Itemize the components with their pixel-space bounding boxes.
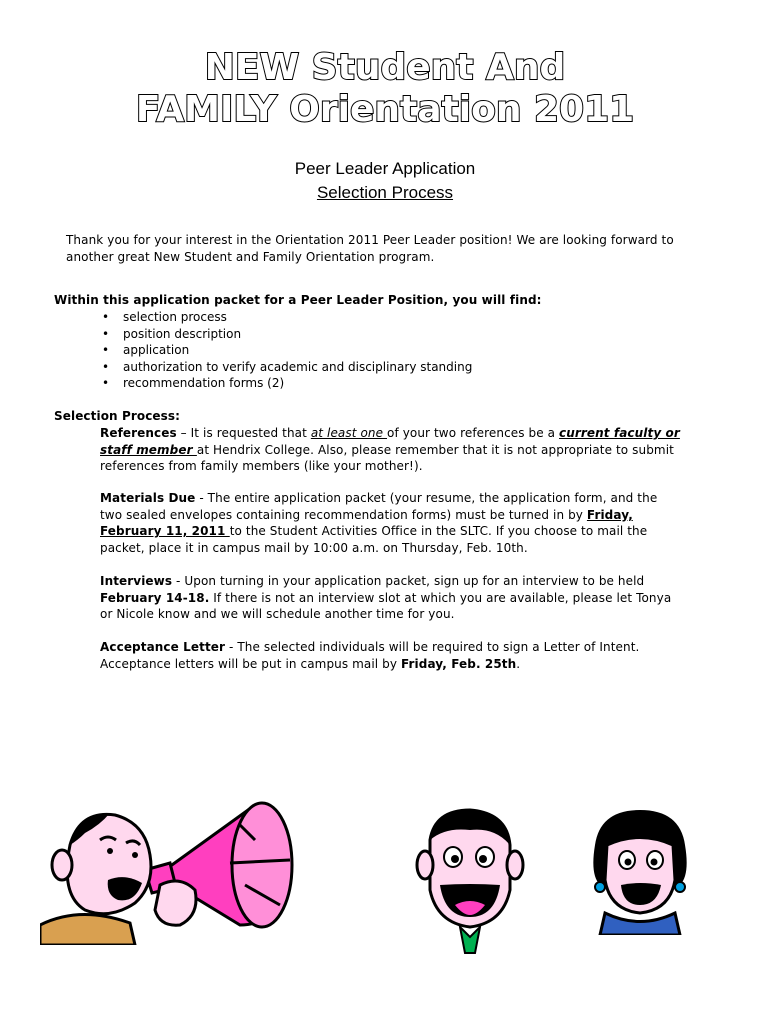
bullet-icon: • (102, 376, 110, 391)
acceptance-label: Acceptance Letter (100, 640, 226, 654)
bullet-icon: • (102, 310, 110, 324)
references-label: References (100, 426, 177, 440)
subtitle-line-1: Peer Leader Application (294, 159, 476, 178)
subtitle-line-2: Selection Process (316, 183, 454, 202)
megaphone-man-icon (40, 785, 315, 945)
smiling-man-icon (415, 805, 525, 955)
title-line-1: NEW Student And (204, 47, 566, 88)
title-line-2: FAMILY Orientation 2011 (135, 89, 635, 130)
bullet-icon: • (102, 326, 110, 341)
materials-paragraph: Materials Due - The entire application packet (your resume, the application form, and the two sealed envelopes containing recommendation forms) must be turned in by Friday, February 11, 2011 to the Student Activities Office in the SLTC. If you choose to mail the packet, place it in campus mail by 10:00 a.m. on Thursday, Feb. 10th. (100, 491, 658, 555)
list-item: • application (102, 343, 190, 358)
interviews-paragraph: Interviews - Upon turning in your application packet, sign up for an interview to be held February 14-18. If there is not an interview slot at which you are available, please let Tonya or Nicole know and we will schedule another time for you. (100, 574, 672, 622)
intro-paragraph: Thank you for your interest in the Orientation 2011 Peer Leader position! We are looking forward to another great New Student and Family Orientation program. (66, 233, 674, 264)
bullet-icon: • (102, 359, 110, 374)
list-item: • recommendation forms (2) (102, 376, 285, 391)
bullet-icon: • (102, 343, 110, 358)
list-item: • selection process (102, 310, 227, 324)
interviews-label: Interviews (100, 574, 173, 588)
packet-heading: Within this application packet for a Peer Leader Position, you will find: (54, 293, 542, 307)
list-item: • position description (102, 326, 242, 341)
acceptance-paragraph: Acceptance Letter - The selected individuals will be required to sign a Letter of Intent. Acceptance letters will be put in campus mail by Friday, Feb. 25th. (100, 640, 640, 671)
packet-list (102, 309, 472, 392)
references-paragraph: References – It is requested that at least one of your two references be a current faculty or staff member at Hendrix College. Also, please remember that it is not appropriate to submit references from family members (like your mother!). (100, 426, 680, 474)
list-item: • authorization to verify academic and disciplinary standing (102, 359, 473, 374)
smiling-woman-icon (585, 805, 695, 935)
selection-heading: Selection Process: (54, 409, 181, 423)
materials-label: Materials Due (100, 491, 196, 505)
